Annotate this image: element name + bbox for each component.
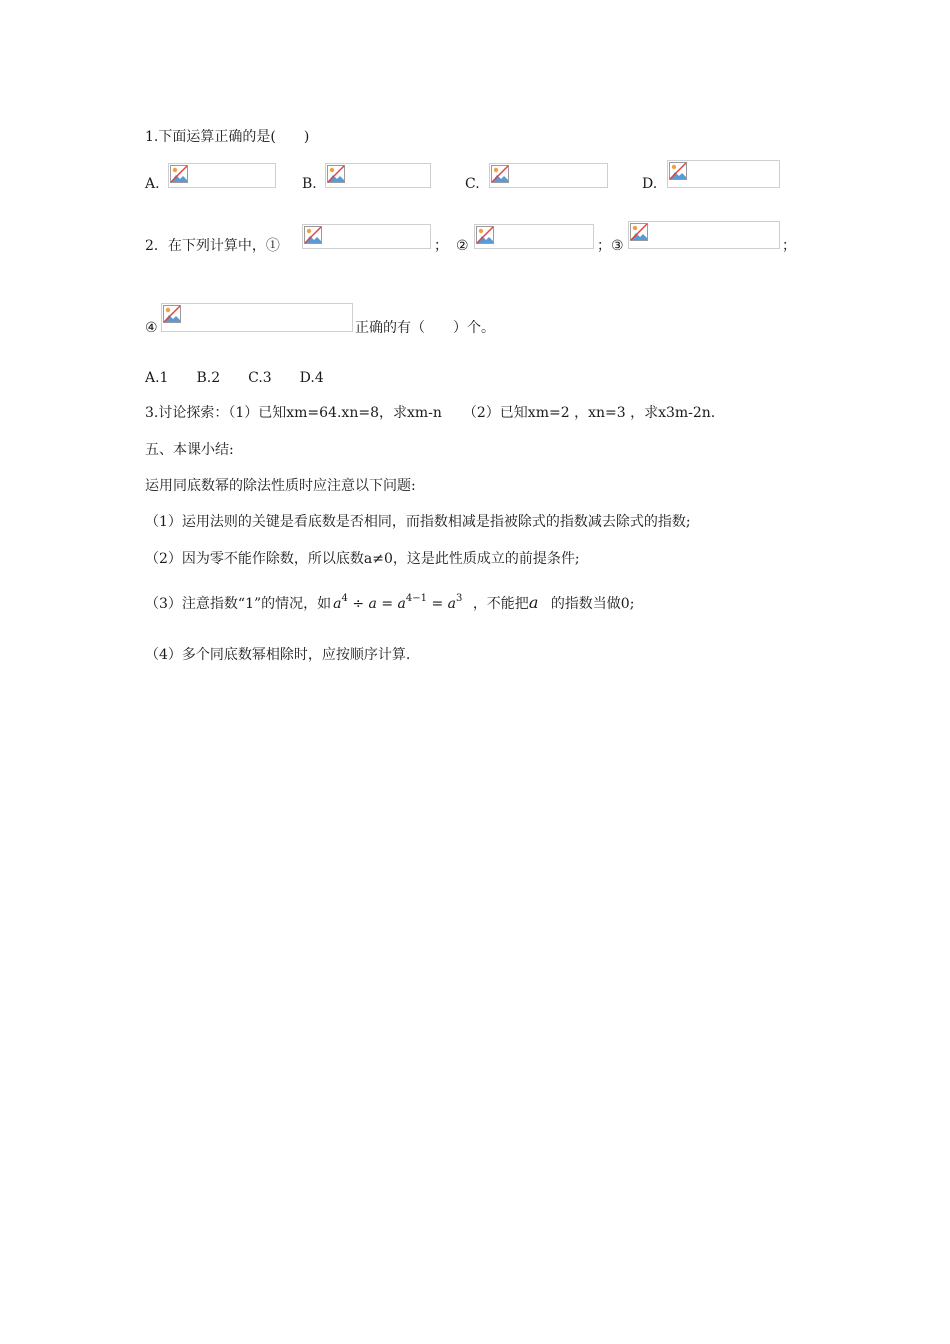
summary-point-3-mid: ，不能把	[472, 596, 529, 612]
summary-heading: 五、本课小结:	[145, 442, 234, 458]
summary-point-3-end: 的指数当做0;	[550, 596, 635, 612]
q1-option-b-label: B.	[302, 176, 317, 192]
q2-expression-4-image	[161, 303, 353, 332]
q2-mark-4: ④	[145, 320, 158, 336]
q2-separator: ；	[782, 238, 796, 254]
question-2-stem: 2．在下列计算中，①	[145, 238, 280, 254]
broken-image-icon	[630, 223, 648, 241]
q1-option-a-image	[168, 163, 276, 188]
q2-mark-2: ②	[456, 238, 469, 254]
broken-image-icon	[170, 165, 188, 183]
summary-point-3	[145, 589, 634, 614]
summary-intro: 运用同底数幂的除法性质时应注意以下问题:	[145, 478, 416, 494]
q2-separator: ；	[434, 238, 448, 254]
question-1-stem: 1.下面运算正确的是( )	[145, 129, 310, 145]
summary-point-3-start: （3）注意指数“1”的情况，如	[145, 596, 332, 612]
broken-image-icon	[163, 305, 181, 323]
q2-expression-2-image	[474, 224, 594, 249]
q1-option-a-label: A.	[145, 176, 160, 192]
summary-point-2: （2）因为零不能作除数，所以底数a≠0，这是此性质成立的前提条件;	[145, 551, 580, 567]
summary-point-1: （1）运用法则的关键是看底数是否相同，而指数相减是指被除式的指数减去除式的指数;	[145, 514, 691, 530]
broken-image-icon	[476, 226, 494, 244]
q2-expression-1-image	[302, 224, 431, 249]
broken-image-icon	[304, 226, 322, 244]
q1-option-d-label: D.	[642, 176, 658, 192]
broken-image-icon	[669, 162, 687, 180]
broken-image-icon	[327, 165, 345, 183]
q2-choices: A.1 B.2 C.3 D.4	[145, 370, 324, 386]
summary-point-4: （4）多个同底数幂相除时，应按顺序计算.	[145, 647, 411, 663]
exponent-formula: $a^4 \div a = a^{4-1} = a^3$	[333, 593, 463, 612]
q2-mark-3: ③	[611, 238, 624, 254]
q2-expression-3-image	[628, 221, 780, 249]
broken-image-icon	[491, 165, 509, 183]
q2-stem-end: 正确的有（ ）个。	[355, 320, 495, 336]
q1-option-c-image	[489, 163, 608, 188]
question-3-text: 3.讨论探索：（1）已知xm=64.xn=8，求xm-n （2）已知xm=2 ，xn=3 ，求x3m-2n.	[145, 405, 716, 421]
q1-option-b-image	[325, 163, 431, 188]
q2-separator: ；	[597, 238, 611, 254]
q1-option-d-image	[667, 160, 780, 188]
q1-option-c-label: C.	[465, 176, 480, 192]
variable-a: a	[528, 593, 539, 612]
